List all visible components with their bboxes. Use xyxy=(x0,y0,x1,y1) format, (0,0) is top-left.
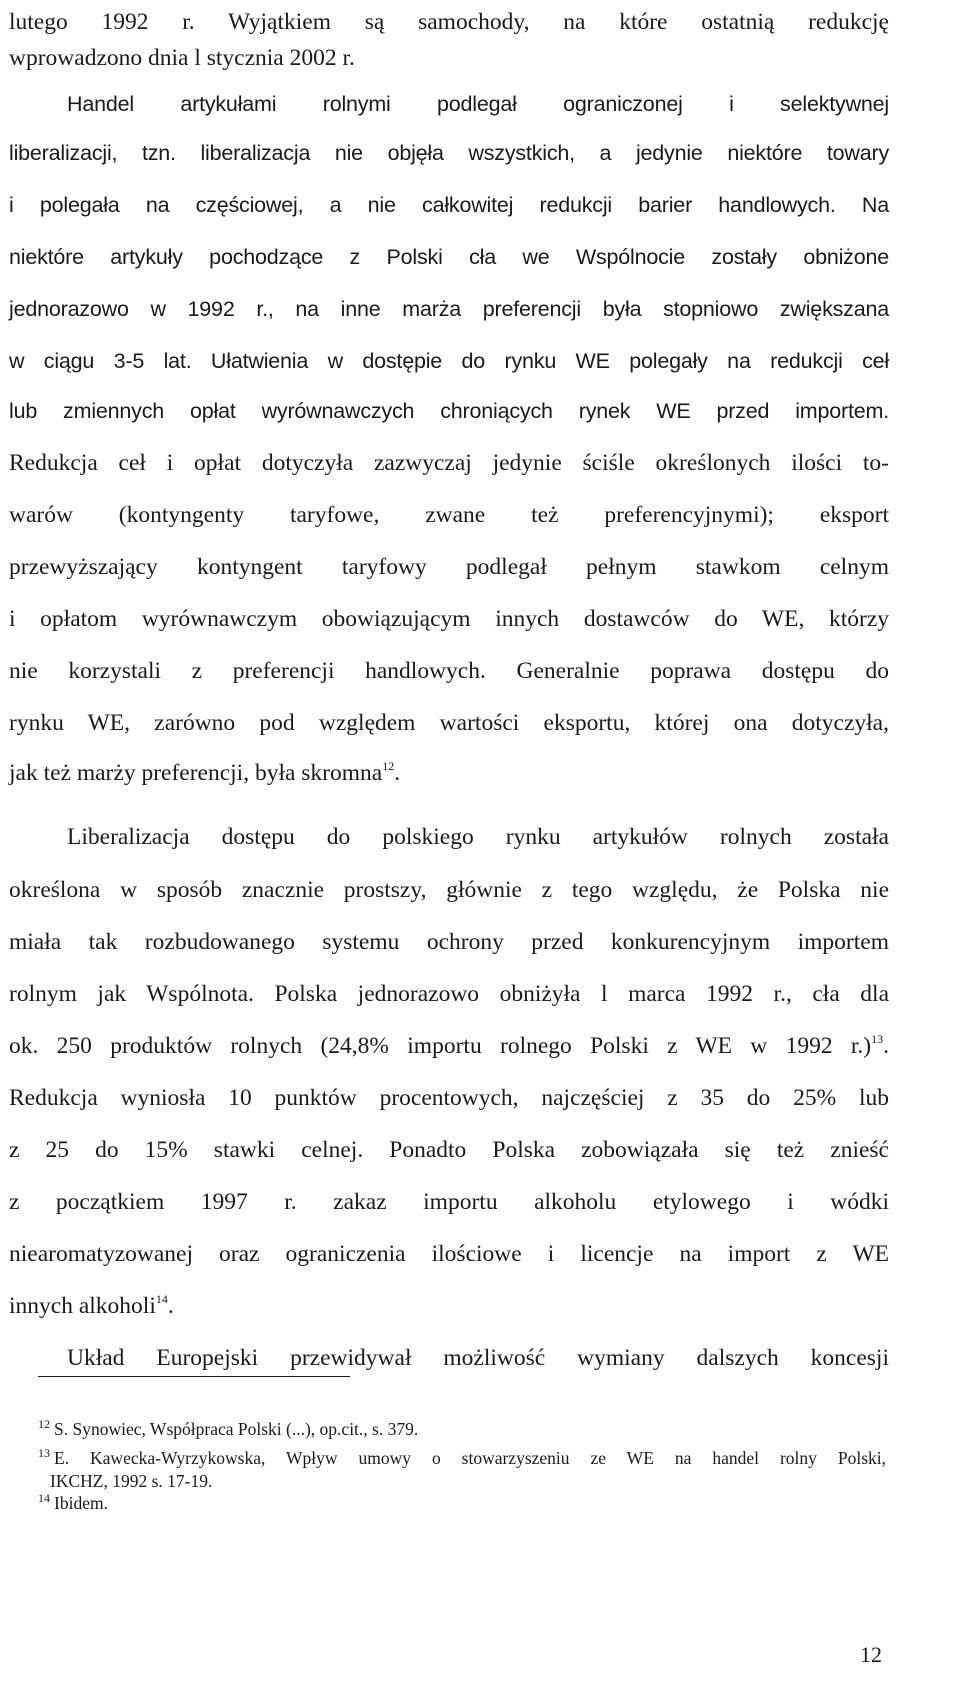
footnote-number: 14 xyxy=(38,1491,50,1505)
line-text: innych alkoholi xyxy=(9,1293,156,1319)
text-line: lutego 1992 r. Wyjątkiem są samochody, na które ostatnią redukcję xyxy=(9,9,889,35)
line-text: . xyxy=(883,1033,889,1059)
line-text: . xyxy=(167,1293,174,1319)
footnote-number: 13 xyxy=(38,1446,50,1460)
text-line: z 25 do 15% stawki celnej. Ponadto Polska zobowiązała się też znieść xyxy=(9,1137,889,1163)
footnote-ref[interactable]: 13 xyxy=(871,1032,884,1046)
text-line: rynku WE, zarówno pod względem wartości eksportu, której ona dotyczyła, xyxy=(9,710,889,736)
text-line: Redukcja wyniosła 10 punktów procentowych, najczęściej z 35 do 25% lub xyxy=(9,1085,889,1111)
text-line: przewyższający kontyngent taryfowy podlegał pełnym stawkom celnym xyxy=(9,554,889,580)
text-line xyxy=(9,1024,889,1068)
footnote-13 xyxy=(38,1447,886,1471)
text-line: nie korzystali z preferencji handlowych. Generalnie poprawa dostępu do xyxy=(9,658,889,684)
footnote-13-continuation: IKCHZ, 1992 s. 17-19. xyxy=(50,1471,213,1491)
text-line: warów (kontyngenty taryfowe, zwane też preferencyjnymi); eksport xyxy=(9,502,889,528)
text-line: jednorazowo w 1992 r., na inne marża preferencji była stopniowo zwiększana xyxy=(9,297,889,321)
text-line: wprowadzono dnia l stycznia 2002 r. xyxy=(9,45,355,71)
paragraph-start-line: Liberalizacja dostępu do polskiego rynku artykułów rolnych została xyxy=(67,824,889,850)
footnote-text: Ibidem. xyxy=(54,1493,108,1513)
text-line: lub zmiennych opłat wyrównawczych chroniących rynek WE przed importem. xyxy=(9,399,889,423)
text-line: określona w sposób znacznie prostszy, głównie z tego względu, że Polska nie xyxy=(9,877,889,903)
text-line: rolnym jak Wspólnota. Polska jednorazowo obniżyła l marca 1992 r., cła dla xyxy=(9,981,889,1007)
text-line: Redukcja ceł i opłat dotyczyła zazwyczaj jedynie ściśle określonych ilości to- xyxy=(9,450,889,476)
text-line xyxy=(9,751,889,795)
text-line: i polegała na częściowej, a nie całkowitej redukcji barier handlowych. Na xyxy=(9,193,889,217)
text-line: liberalizacji, tzn. liberalizacja nie objęła wszystkich, a jedynie niektóre towary xyxy=(9,141,889,165)
text-line: niektóre artykuły pochodzące z Polski cła we Wspólnocie zostały obniżone xyxy=(9,245,889,269)
text-line: niearomatyzowanej oraz ograniczenia ilościowe i licencje na import z WE xyxy=(9,1241,889,1267)
paragraph-start-line: Układ Europejski przewidywał możliwość wymiany dalszych koncesji xyxy=(67,1345,889,1371)
footnote-text: S. Synowiec, Współpraca Polski (...), op.cit., s. 379. xyxy=(54,1419,419,1439)
line-text: ok. 250 produktów rolnych (24,8% importu rolnego Polski z WE w 1992 r.) xyxy=(9,1033,872,1059)
page-number: 12 xyxy=(860,1642,882,1667)
line-text: . xyxy=(394,760,401,786)
footnote-text: E. Kawecka-Wyrzykowska, Wpływ umowy o stowarzyszeniu ze WE na handel rolny Polski, xyxy=(54,1448,886,1468)
footnote-ref[interactable]: 12 xyxy=(382,759,395,773)
line-text: jak też marży preferencji, była skromna xyxy=(9,760,383,786)
text-line: z początkiem 1997 r. zakaz importu alkoholu etylowego i wódki xyxy=(9,1189,889,1215)
text-line xyxy=(9,1284,889,1328)
footnote-12 xyxy=(38,1418,418,1442)
footnote-separator xyxy=(38,1376,350,1377)
text-line: w ciągu 3-5 lat. Ułatwienia w dostępie do rynku WE polegały na redukcji ceł xyxy=(9,349,889,373)
footnote-ref[interactable]: 14 xyxy=(155,1292,168,1306)
footnote-number: 12 xyxy=(38,1417,50,1431)
footnote-14 xyxy=(38,1492,108,1516)
text-line: i opłatom wyrównawczym obowiązującym innych dostawców do WE, którzy xyxy=(9,606,889,632)
text-line: miała tak rozbudowanego systemu ochrony przed konkurencyjnym importem xyxy=(9,929,889,955)
paragraph-start-line: Handel artykułami rolnymi podlegał ograniczonej i selektywnej xyxy=(67,92,889,116)
